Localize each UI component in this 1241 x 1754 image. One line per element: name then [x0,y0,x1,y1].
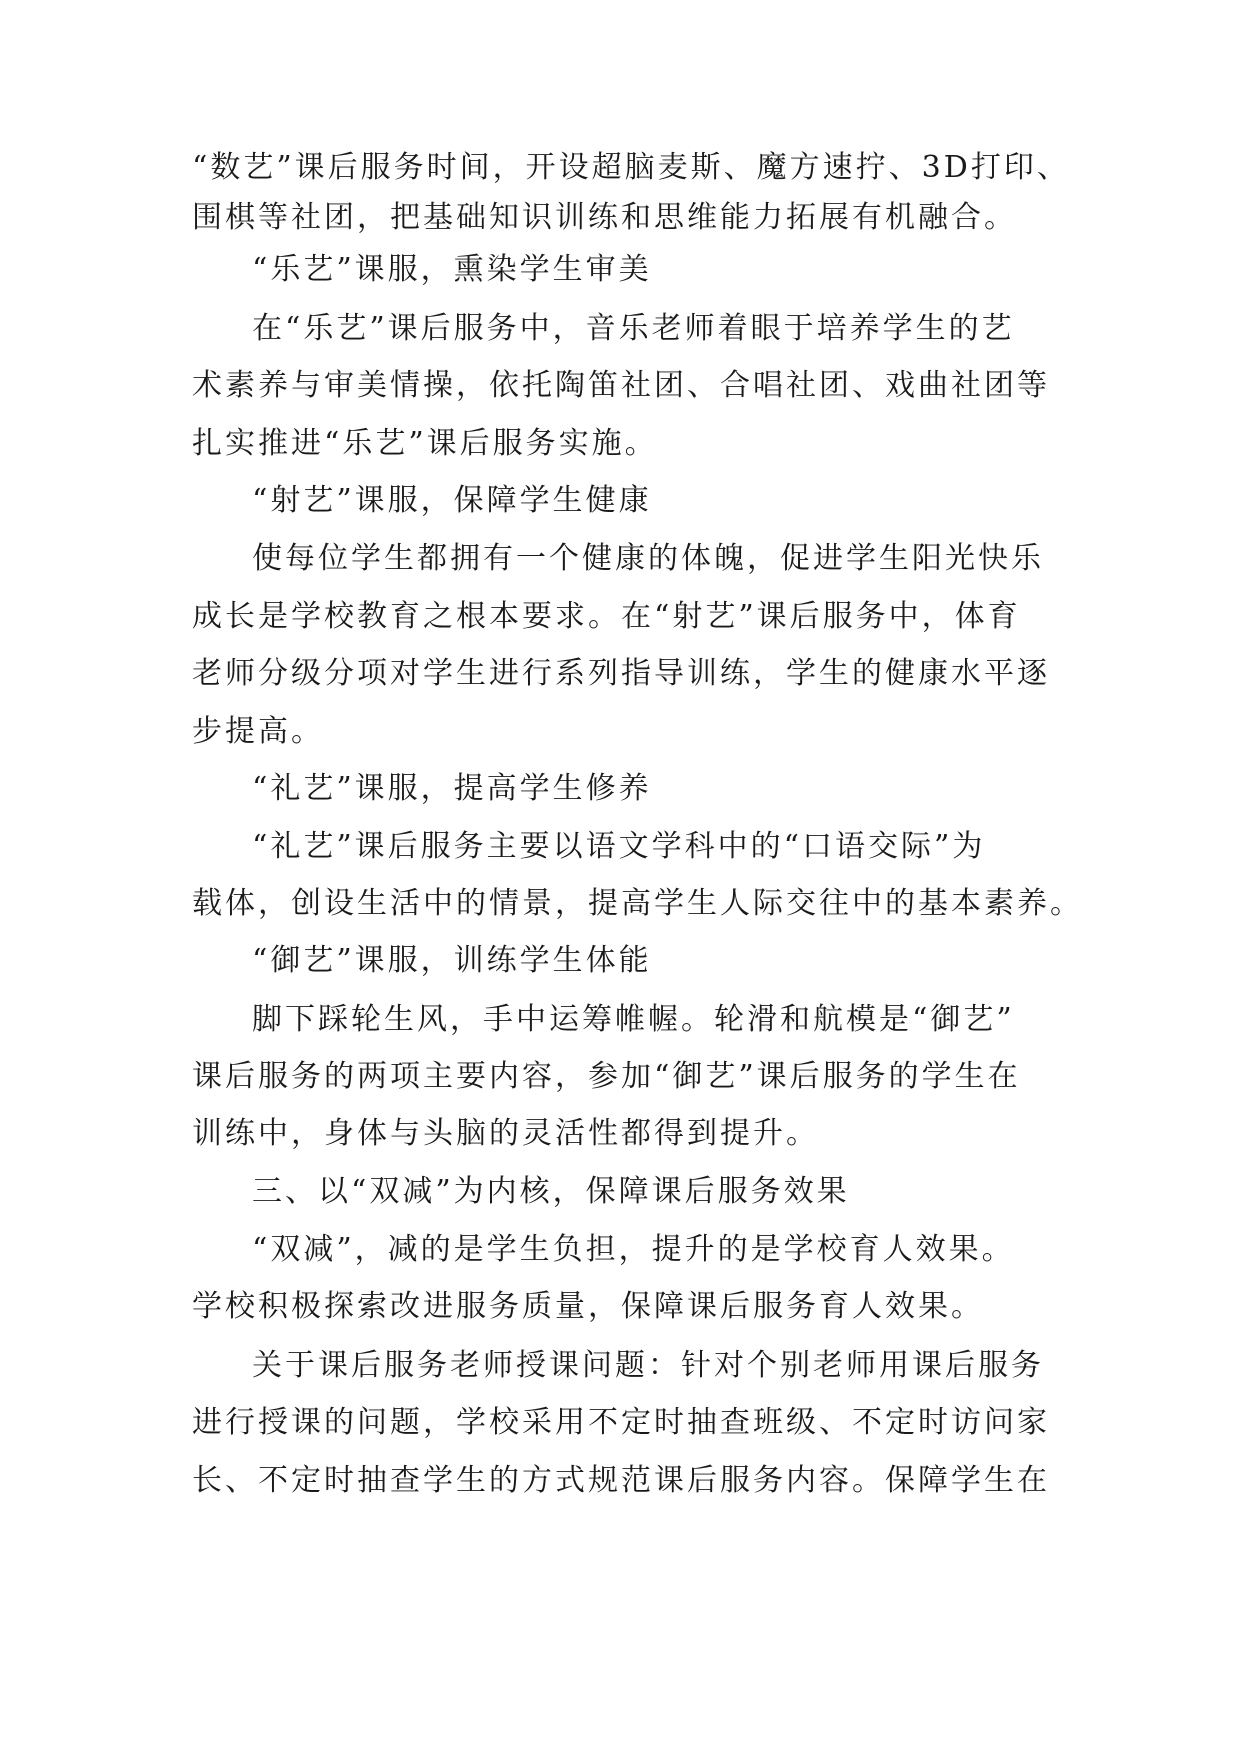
text-line: 使每位学生都拥有一个健康的体魄，促进学生阳光快乐 [252,541,1044,576]
section-heading: “乐艺”课服，熏染学生审美 [252,252,652,287]
text-line: 步提高。 [192,714,324,749]
text-line: 在“乐艺”课后服务中，音乐老师着眼于培养学生的艺 [252,311,1015,346]
text-line: 脚下踩轮生风，手中运筹帷幄。轮滑和航模是“御艺” [252,1002,1015,1037]
text-line: “双减”，减的是学生负担，提升的是学校育人效果。 [252,1232,1015,1267]
section-heading: “御艺”课服，训练学生体能 [252,943,652,978]
section-heading: “射艺”课服，保障学生健康 [252,483,652,518]
text-line: “数艺”课后服务时间，开设超脑麦斯、魔方速拧、3D打印、 [192,150,1070,185]
text-line: 扎实推进“乐艺”课后服务实施。 [192,426,658,461]
section-heading: “礼艺”课服，提高学生修养 [252,771,652,806]
text-line: 术素养与审美情操，依托陶笛社团、合唱社团、戏曲社团等 [192,368,1050,403]
text-line: 关于课后服务老师授课问题：针对个别老师用课后服务 [252,1348,1044,1383]
section-heading: 三、以“双减”为内核，保障课后服务效果 [252,1174,850,1209]
text-line: 训练中，身体与头脑的灵活性都得到提升。 [192,1116,819,1151]
text-line: 载体，创设生活中的情景，提高学生人际交往中的基本素养。 [192,886,1083,921]
text-line: “礼艺”课后服务主要以语文学科中的“口语交际”为 [252,829,986,864]
text-line: 长、不定时抽查学生的方式规范课后服务内容。保障学生在 [192,1463,1050,1498]
text-line: 老师分级分项对学生进行系列指导训练，学生的健康水平逐 [192,656,1050,691]
text-line: 课后服务的两项主要内容，参加“御艺”课后服务的学生在 [192,1059,1021,1094]
text-line: 成长是学校教育之根本要求。在“射艺”课后服务中，体育 [192,599,1021,634]
text-line: 进行授课的问题，学校采用不定时抽查班级、不定时访问家 [192,1405,1050,1440]
text-line: 学校积极探索改进服务质量，保障课后服务育人效果。 [192,1289,984,1324]
text-line: 围棋等社团，把基础知识训练和思维能力拓展有机融合。 [192,200,1017,235]
